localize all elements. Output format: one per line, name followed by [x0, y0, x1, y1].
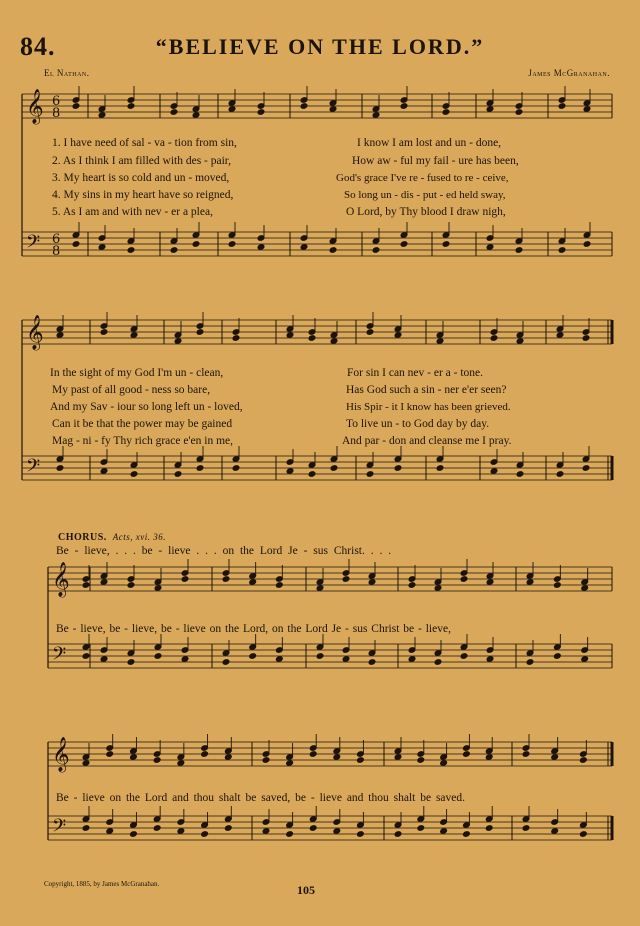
page-number: 105: [297, 883, 315, 897]
svg-text:6: 6: [52, 232, 61, 247]
verse-3-line-b: God's grace I've re - fused to re - ceive,: [336, 172, 509, 184]
svg-text:8: 8: [52, 106, 61, 121]
hymn-title: “BELIEVE ON THE LORD.”: [155, 34, 485, 59]
chorus-label: CHORUS.: [58, 532, 107, 543]
verse-1-line-c: In the sight of my God I'm un - clean,: [50, 367, 224, 379]
verse-1-line-b: I know I am lost and un - done,: [357, 137, 502, 149]
verse-1-line-a: 1. I have need of sal - va - tion from sin,: [52, 137, 237, 149]
chorus-reference: Acts, xvi. 36.: [112, 532, 167, 542]
svg-text:𝄞: 𝄞: [52, 737, 70, 772]
verse-4-line-a: 4. My sins in my heart have so reigned,: [52, 189, 234, 201]
verse-5-line-c: Mag - ni - fy Thy rich grace e'en in me,: [52, 435, 234, 447]
verse-2-line-a: 2. As I think I am filled with des - pair,: [52, 155, 232, 167]
verse-4-line-c: Can it be that the power may be gained: [52, 418, 233, 430]
chorus-heading: [58, 532, 166, 543]
verse-3-line-a: 3. My heart is so cold and un - moved,: [52, 172, 230, 184]
verse-5-line-b: O Lord, by Thy blood I draw nigh,: [346, 206, 506, 218]
verse-3-line-d: His Spir - it I know has been grieved.: [346, 401, 511, 413]
svg-text:𝄢: 𝄢: [26, 456, 41, 481]
svg-text:6: 6: [52, 94, 61, 109]
svg-text:𝄞: 𝄞: [26, 89, 44, 124]
verse-4-line-b: So long un - dis - put - ed held sway,: [344, 189, 506, 201]
verse-2-line-c: My past of all good - ness so bare,: [52, 384, 211, 396]
verse-3-line-c: And my Sav - iour so long left un - loved,: [50, 401, 243, 413]
verse-2-line-d: Has God such a sin - ner e'er seen?: [346, 384, 507, 396]
svg-text:8: 8: [52, 244, 61, 259]
svg-text:𝄞: 𝄞: [26, 315, 44, 350]
hymn-number: 84.: [20, 32, 56, 61]
verse-1-line-d: For sin I can nev - er a - tone.: [347, 367, 484, 379]
verse-5-line-d: And par - don and cleanse me I pray.: [342, 435, 512, 447]
chorus-upper-lyric: Be - lieve, . . . be - lieve . . . on the Lord Je - sus Christ. . . .: [56, 545, 392, 557]
svg-text:𝄢: 𝄢: [52, 644, 67, 669]
svg-text:𝄢: 𝄢: [52, 816, 67, 841]
svg-text:𝄞: 𝄞: [52, 562, 70, 597]
copyright-notice: Copyright, 1885, by James McGranahan.: [44, 880, 160, 888]
verse-2-line-b: How aw - ful my fail - ure has been,: [352, 155, 519, 167]
verse-4-line-d: To live un - to God day by day.: [346, 418, 490, 430]
words-author: El Nathan.: [44, 68, 90, 78]
svg-text:𝄢: 𝄢: [26, 232, 41, 257]
chorus-lower-lyric: Be - lieve, be - lieve, be - lieve on the Lord, on the Lord Je - sus Christ be - lieve,: [56, 623, 451, 635]
chorus-final-lyric: Be - lieve on the Lord and thou shalt be saved, be - lieve and thou shalt be saved.: [56, 792, 466, 804]
music-composer: James McGranahan.: [528, 68, 610, 78]
verse-5-line-a: 5. As I am and with nev - er a plea,: [52, 206, 213, 218]
